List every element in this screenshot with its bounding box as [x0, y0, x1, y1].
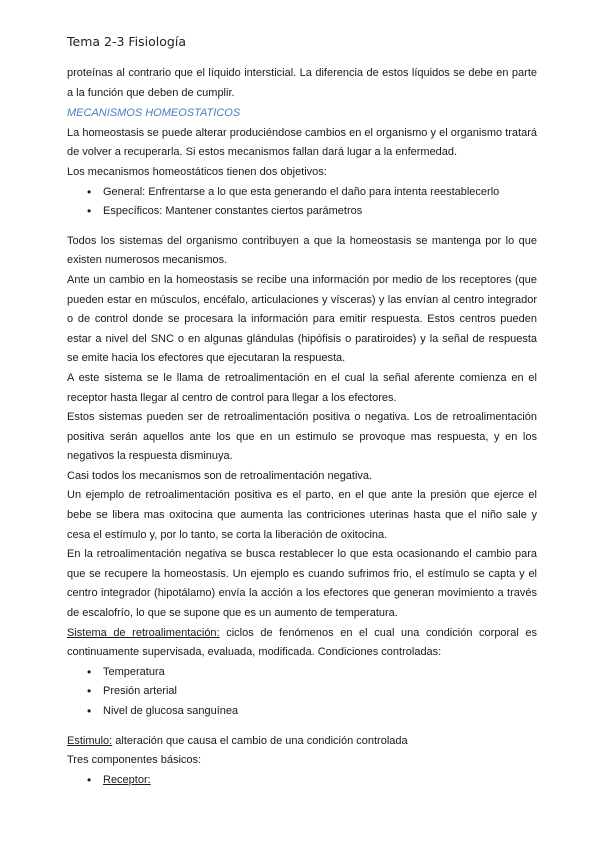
- paragraph: proteínas al contrario que el líquido intersticial. La diferencia de estos líquidos se debe en parte a la función que deben de cumplir.: [67, 67, 537, 99]
- conditions-list: [67, 663, 537, 722]
- term: Receptor:: [103, 773, 151, 786]
- paragraph: Un ejemplo de retroalimentación positiva es el parto, en el que ante la presión que ejerce el bebe se libera mas oxitocina que aumenta las contriciones uterinas hasta que el niño sale y cesa el estímulo y, por lo tanto, se corta la liberación de oxitocina.: [67, 489, 537, 541]
- list-item: • General: Enfrentarse a lo que esta generando el daño para intenta reestablecerlo: [103, 183, 537, 203]
- paragraph: En la retroalimentación negativa se busca restablecer lo que esta ocasionando el cambio para que se recupere la homeostasis. Un ejemplo es cuando sufrimos frio, el estímulo se capta y el centro integrador (hipotálamo) envía la acción a los efectores que generan movimiento a través de escalofrío, lo que se supone que es un aumento de temperatura.: [67, 548, 537, 620]
- section-heading: MECANISMOS HOMEOSTATICOS: [67, 107, 241, 120]
- term: Sistema de retroalimentación:: [67, 626, 220, 639]
- definition: ciclos de fenómenos en el cual una condición corporal es continuamente supervisada, evaluada, modificada. Condiciones controladas:: [67, 626, 537, 659]
- paragraph: [67, 624, 537, 663]
- list-item: [103, 771, 537, 791]
- list-item: • Nivel de glucosa sanguínea: [103, 702, 537, 722]
- list-item: • Específicos: Mantener constantes ciertos parámetros: [103, 202, 537, 222]
- list-item: • Presión arterial: [103, 682, 537, 702]
- components-list: [67, 771, 537, 791]
- paragraph: [67, 732, 537, 752]
- paragraph: La homeostasis se puede alterar produciéndose cambios en el organismo y el organismo tratará de volver a recuperarla. Si estos mecanismos fallan dará lugar a la enfermedad.: [67, 126, 537, 159]
- list-item: • Temperatura: [103, 663, 537, 683]
- paragraph: Ante un cambio en la homeostasis se recibe una información por medio de los receptores (que pueden estar en músculos, encéfalo, articulaciones y vísceras) y las envían al centro integrador o de control donde se procesara la información para emitir respuesta. Estos centros pueden estar a nivel del SNC o en algunas glándulas (hipófisis o paratiroides) y la señal de respuesta se emite hacia los efectores que ejecutaran la respuesta.: [67, 273, 537, 365]
- paragraph: Todos los sistemas del organismo contribuyen a que la homeostasis se mantenga por lo que existen numerosos mecanismos.: [67, 234, 537, 267]
- paragraph: A este sistema se le llama de retroalimentación en el cual la señal aferente comienza en el receptor hasta llegar al centro de control para llegar a los efectores.: [67, 371, 537, 404]
- paragraph: Tres componentes básicos:: [67, 754, 202, 767]
- definition: alteración que causa el cambio de una condición controlada: [112, 734, 408, 747]
- paragraph: Estos sistemas pueden ser de retroalimentación positiva o negativa. Los de retroalimentación positiva serán aquellos ante los que en un estimulo se provoque mas respuesta, y en los negativos la respuesta disminuya.: [67, 411, 537, 463]
- objectives-list: [67, 183, 537, 222]
- term: Estimulo:: [67, 734, 113, 747]
- paragraph: Los mecanismos homeostáticos tienen dos objetivos:: [67, 165, 327, 178]
- page-header: Tema 2-3 Fisiología: [67, 34, 186, 49]
- paragraph: Casi todos los mecanismos son de retroalimentación negativa.: [67, 469, 373, 482]
- document-body: [67, 64, 537, 790]
